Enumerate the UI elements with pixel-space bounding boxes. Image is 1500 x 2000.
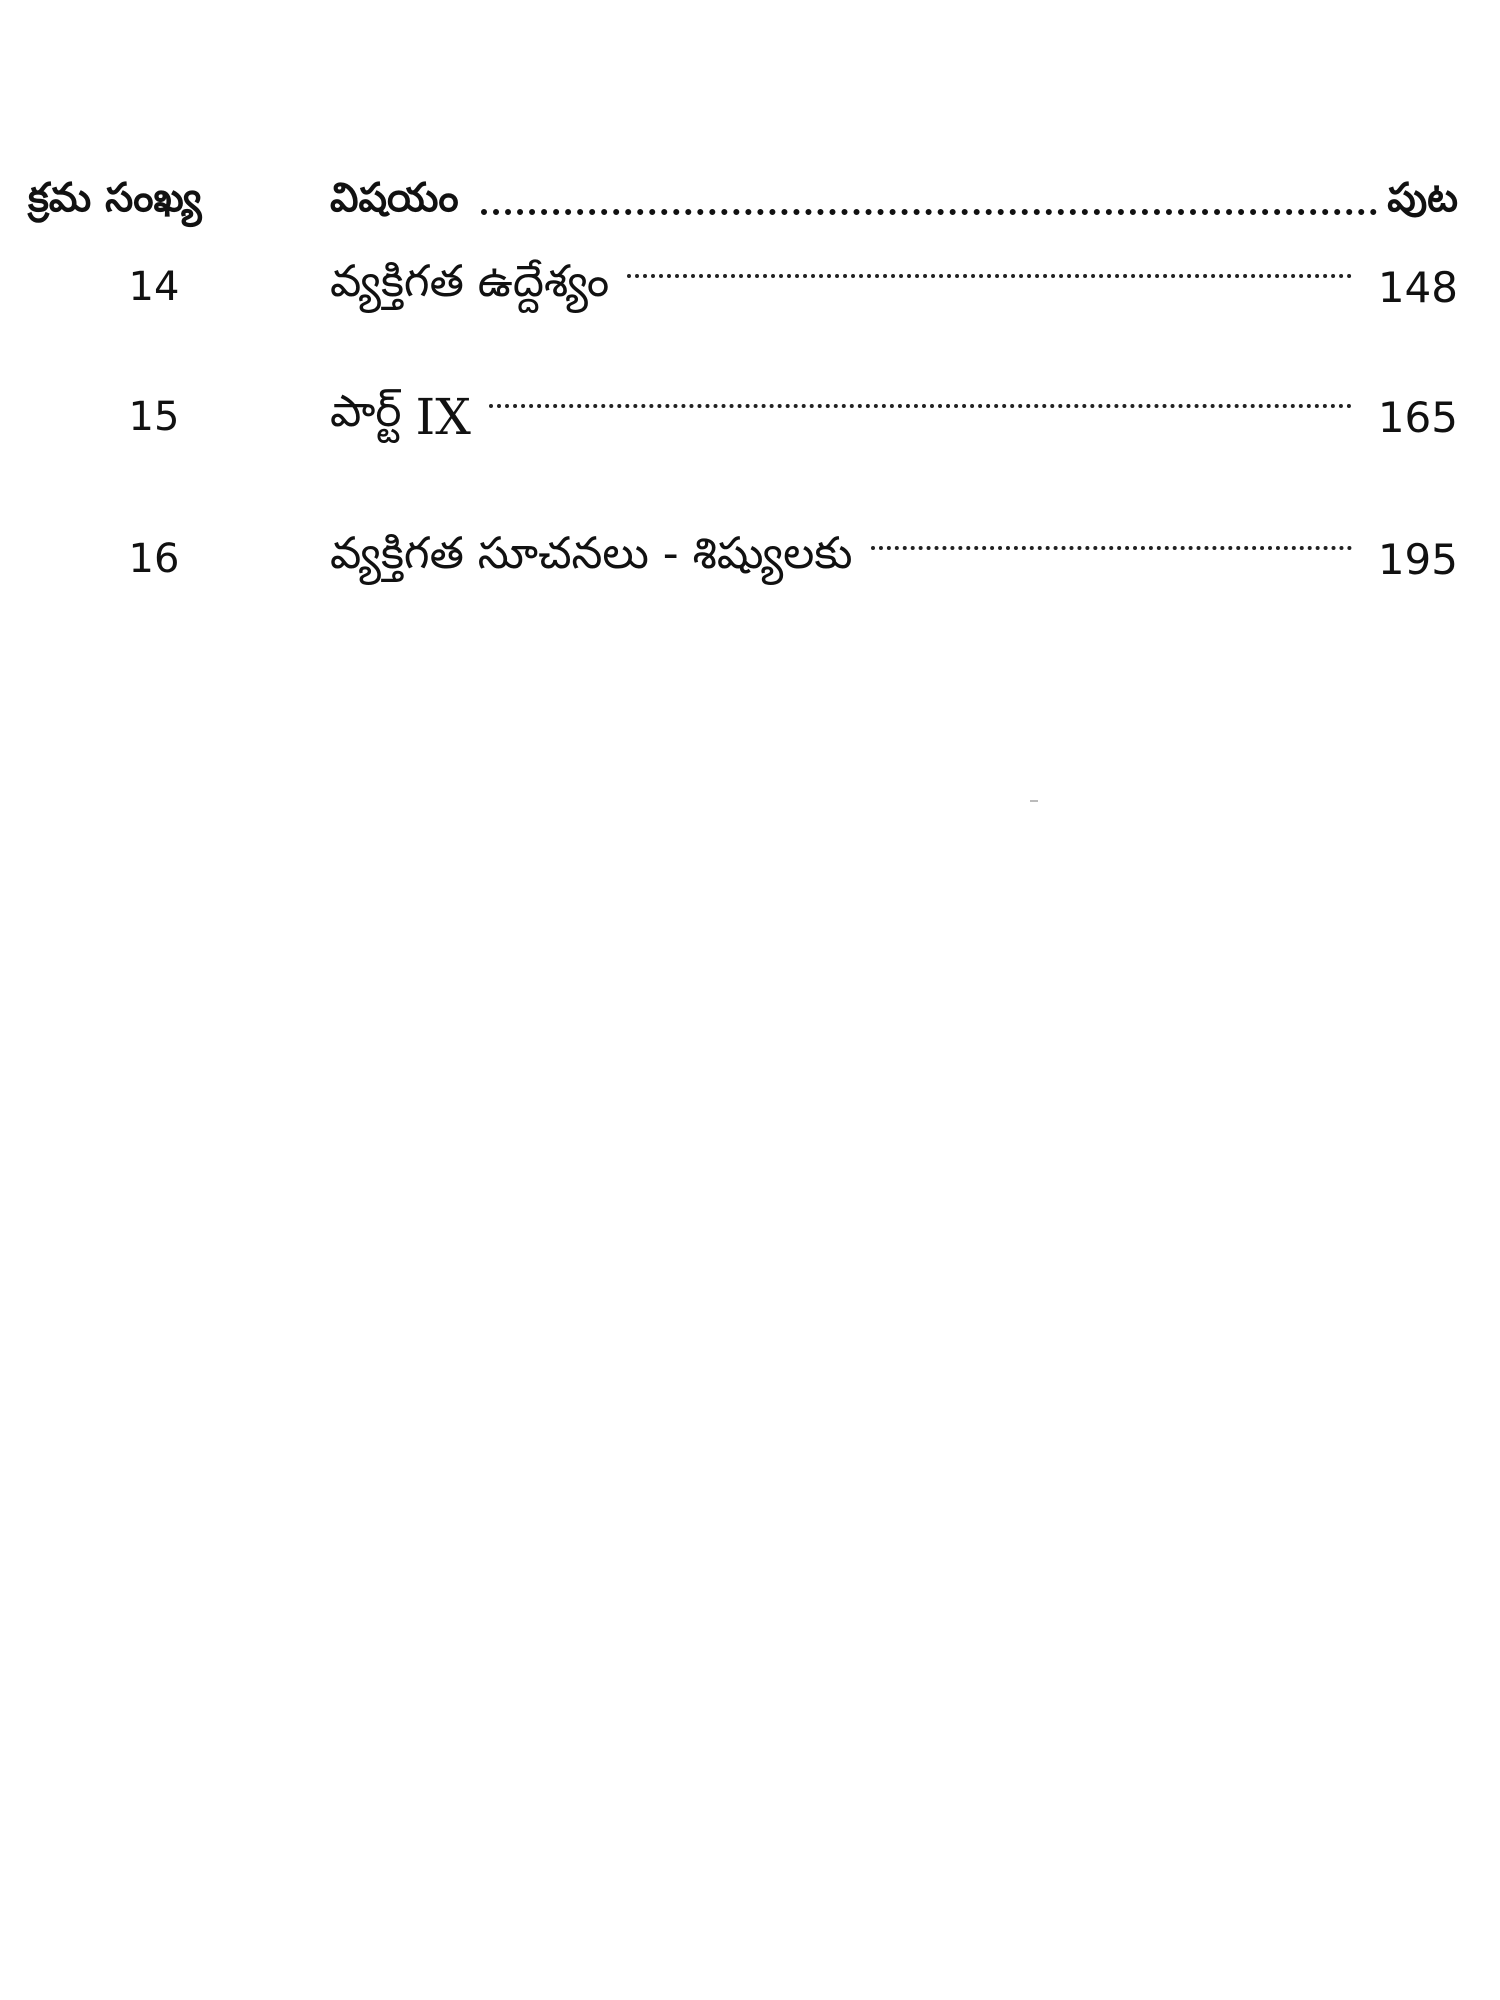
- entry-number: 15: [128, 394, 180, 440]
- entry-title-latin: IX: [415, 388, 471, 446]
- toc-entry: [28, 346, 1458, 488]
- scan-speck: [1030, 800, 1038, 802]
- entry-title-group: [330, 528, 1458, 590]
- entry-title-group: [330, 386, 1458, 448]
- leader-dots: [481, 209, 1378, 215]
- entry-title-group: [330, 256, 1458, 318]
- leader-dots: [871, 546, 1352, 550]
- subject-heading-group: [330, 175, 1458, 231]
- serial-number-heading: క్రమ సంఖ్య: [28, 175, 202, 221]
- entry-page: 165: [1377, 392, 1458, 442]
- toc-entry: [28, 488, 1458, 630]
- page-heading: పుట: [1387, 175, 1458, 221]
- entry-page: 148: [1377, 262, 1458, 312]
- toc-entry: [28, 228, 1458, 346]
- entry-page: 195: [1377, 534, 1458, 584]
- leader-dots: [489, 404, 1352, 408]
- toc-header: [28, 168, 1458, 238]
- entry-title: వ్యక్తిగత సూచనలు - శిష్యులకు: [330, 528, 853, 579]
- entry-number: 16: [128, 536, 180, 582]
- leader-dots: [627, 274, 1352, 278]
- entry-title: పార్ట్: [330, 386, 402, 437]
- entry-title: వ్యక్తిగత ఉద్దేశ్యం: [330, 256, 610, 307]
- subject-heading: విషయం: [330, 175, 459, 221]
- entry-number: 14: [128, 264, 180, 310]
- table-of-contents: [28, 168, 1458, 630]
